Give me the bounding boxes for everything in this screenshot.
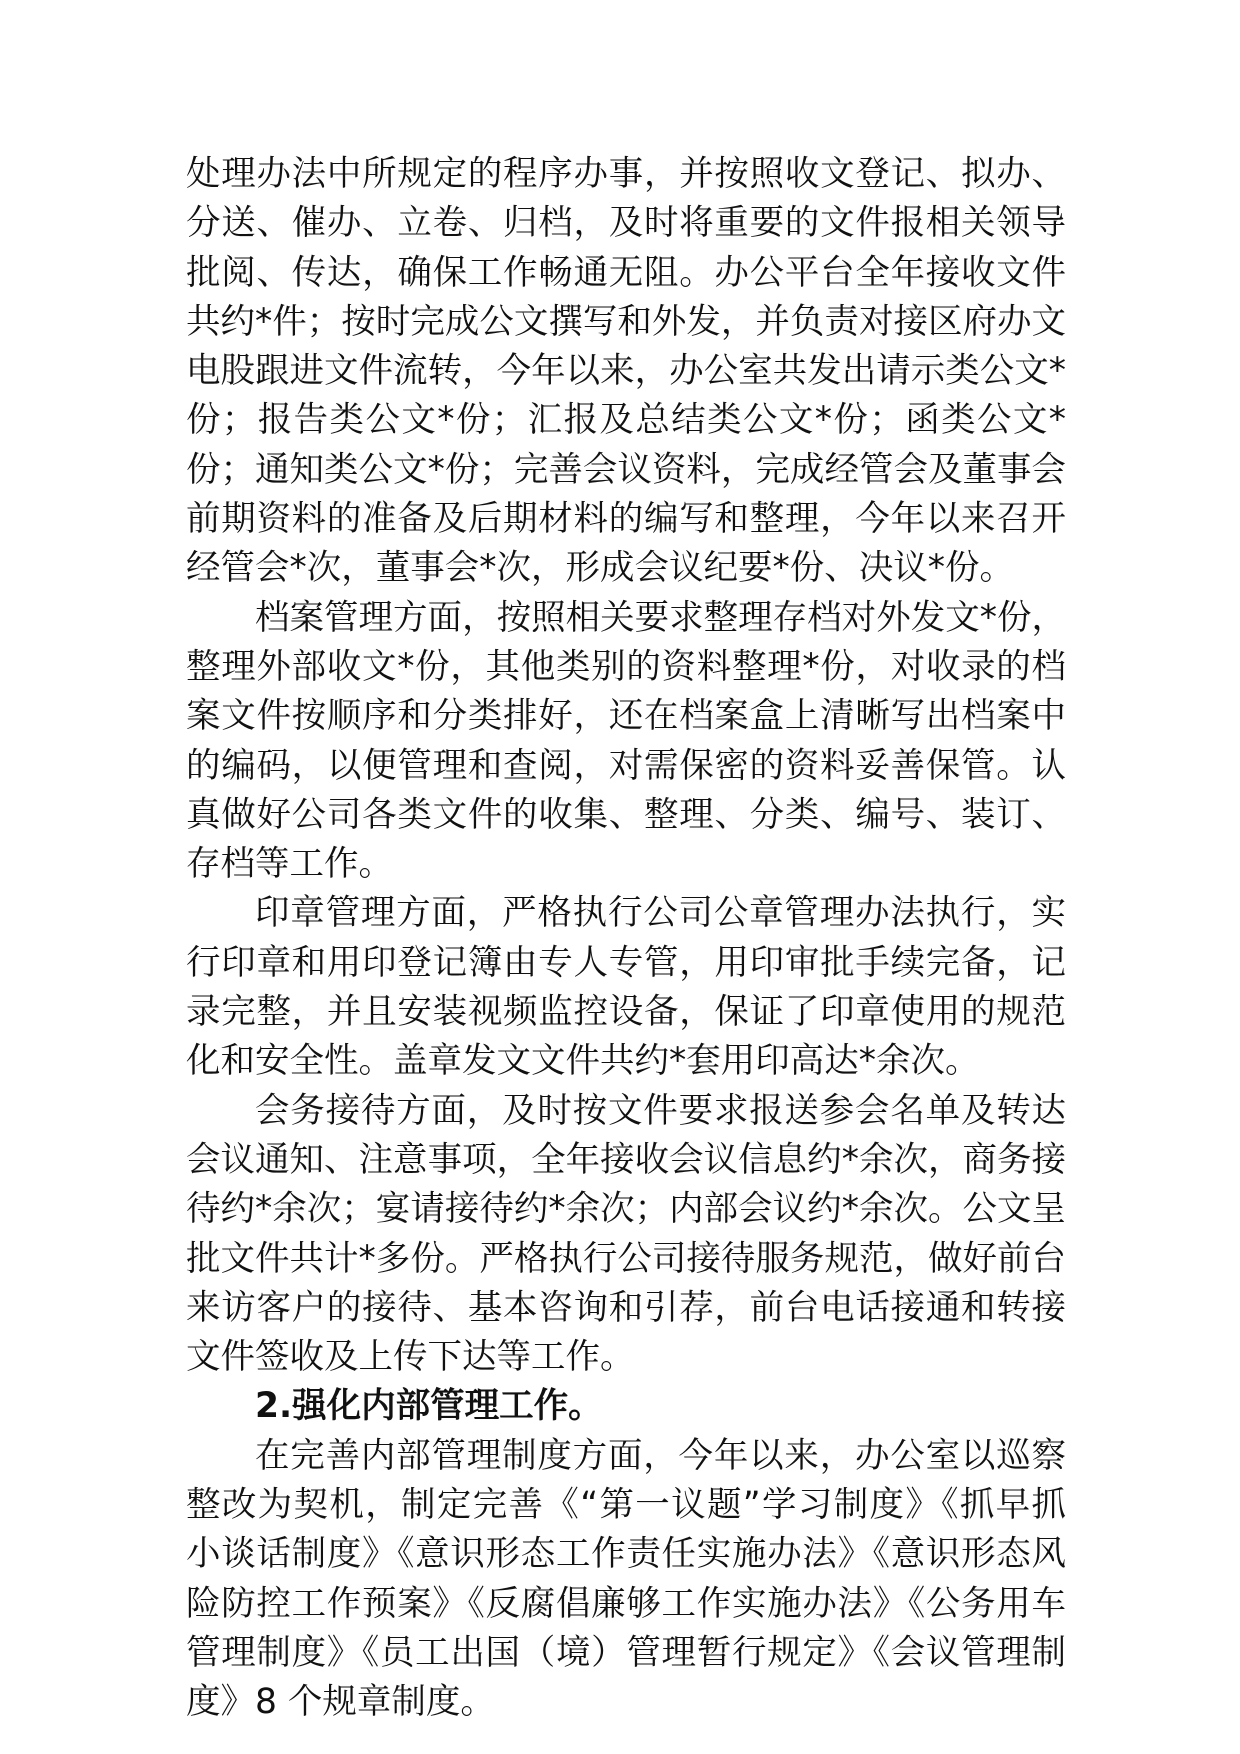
paragraph-seal-management: 印章管理方面，严格执行公司公章管理办法执行，实行印章和用印登记簿由专人专管，用印审批手续完备，记录完整，并且安装视频监控设备，保证了印章使用的规范化和安全性。盖章发文文件共约*套用印高达*余次。 (186, 893, 1066, 1082)
paragraph-meeting-reception: 会务接待方面，及时按文件要求报送参会名单及转达会议通知、注意事项，全年接收会议信息约*余次，商务接待约*余次；宴请接待约*余次；内部会议约*余次。公文呈批文件共计*多份。严格执行公司接待服务规范，做好前台来访客户的接待、基本咨询和引荐，前台电话接通和转接文件签收及上传下达等工作。 (186, 1090, 1066, 1378)
section-heading: 2.强化内部管理工作。 (255, 1386, 603, 1427)
document-page (186, 150, 1066, 1728)
paragraph-internal-rules: 在完善内部管理制度方面，今年以来，办公室以巡察整改为契机，制定完善《“第一议题”学习制度》《抓早抓小谈话制度》《意识形态工作责任实施办法》《意识形态风险防控工作预案》《反腐倡廉够工作实施办法》《公务用车管理制度》《员工出国（境）管理暂行规定》《会议管理制度》8 个规章制度。 (186, 1435, 1066, 1723)
paragraph-archive-management: 档案管理方面，按照相关要求整理存档对外发文*份，整理外部收文*份，其他类别的资料整理*份，对收录的档案文件按顺序和分类排好，还在档案盒上清晰写出档案中的编码，以便管理和查阅，对需保密的资料妥善保管。认真做好公司各类文件的收集、整理、分类、编号、装订、存档等工作。 (186, 597, 1066, 885)
paragraph-document-processing: 处理办法中所规定的程序办事，并按照收文登记、拟办、分送、催办、立卷、归档，及时将重要的文件报相关领导批阅、传达，确保工作畅通无阻。办公平台全年接收文件共约*件；按时完成公文撰写和外发，并负责对接区府办文电股跟进文件流转，今年以来，办公室共发出请示类公文*份；报告类公文*份；汇报及总结类公文*份；函类公文*份；通知类公文*份；完善会议资料，完成经管会及董事会前期资料的准备及后期材料的编写和整理，今年以来召开经管会*次，董事会*次，形成会议纪要*份、决议*份。 (186, 154, 1066, 589)
